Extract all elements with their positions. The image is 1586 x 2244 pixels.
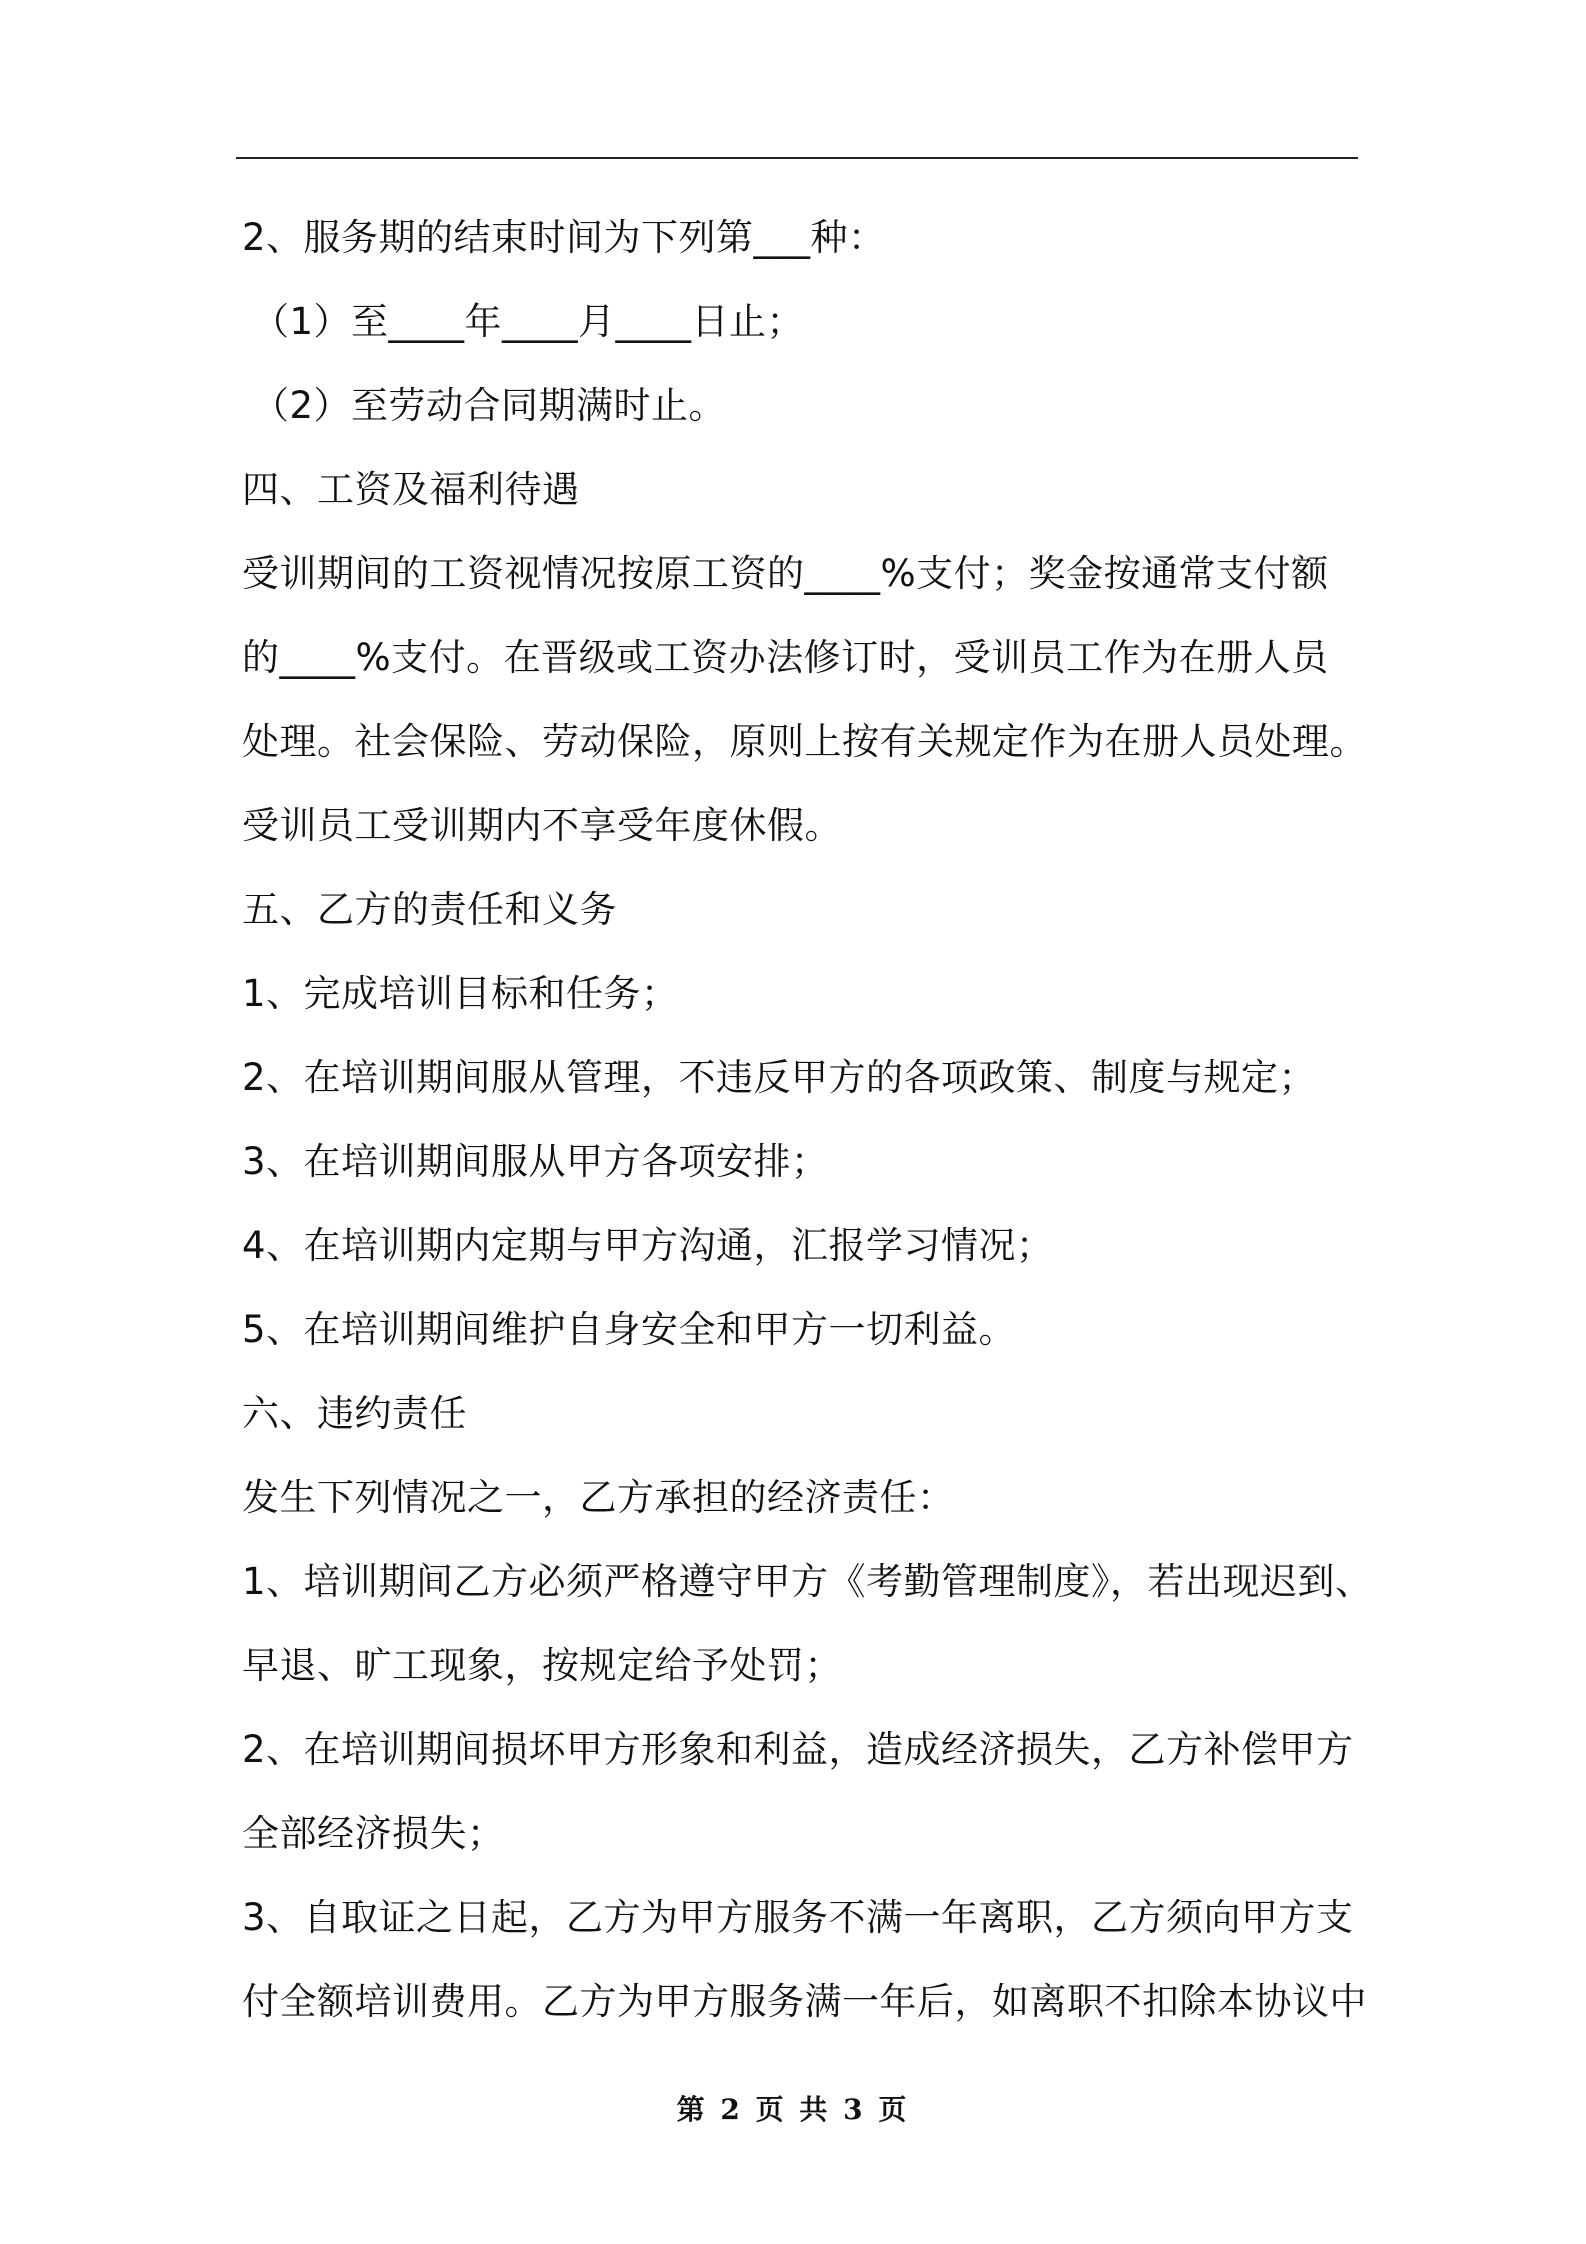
header-rule [236, 157, 1358, 159]
text-line: （2）至劳动合同期满时止。 [252, 384, 727, 427]
text-line: 全部经济损失； [242, 1812, 505, 1855]
text-line: 2、在培训期间服从管理，不违反甲方的各项政策、制度与规定； [242, 1056, 1317, 1099]
text-line: 的____%支付。在晋级或工资办法修订时，受训员工作为在册人员 [242, 636, 1329, 679]
document-body [242, 196, 1373, 2044]
page-number-footer: 第 2 页 共 3 页 [676, 2093, 910, 2126]
text-line: 受训期间的工资视情况按原工资的____%支付；奖金按通常支付额 [242, 552, 1329, 595]
text-line: 5、在培训期间维护自身安全和甲方一切利益。 [242, 1308, 1017, 1351]
text-line: 3、在培训期间服从甲方各项安排； [242, 1140, 829, 1183]
text-line: 处理。社会保险、劳动保险，原则上按有关规定作为在册人员处理。 [242, 720, 1367, 763]
text-line: 受训员工受训期内不享受年度休假。 [242, 804, 842, 847]
text-line: 发生下列情况之一，乙方承担的经济责任： [242, 1476, 955, 1519]
text-line: 2、服务期的结束时间为下列第___种： [242, 216, 886, 259]
section-heading: 四、工资及福利待遇 [242, 468, 580, 511]
text-line: 2、在培训期间损坏甲方形象和利益，造成经济损失，乙方补偿甲方 [242, 1728, 1354, 1771]
section-heading: 六、违约责任 [242, 1392, 467, 1435]
text-line: 1、培训期间乙方必须严格遵守甲方《考勤管理制度》，若出现迟到、 [242, 1560, 1373, 1603]
text-line: 3、自取证之日起，乙方为甲方服务不满一年离职，乙方须向甲方支 [242, 1896, 1354, 1939]
section-heading: 五、乙方的责任和义务 [242, 888, 617, 931]
text-line: 4、在培训期内定期与甲方沟通，汇报学习情况； [242, 1224, 1054, 1267]
text-line: （1）至____年____月____日止； [252, 300, 805, 343]
text-line: 付全额培训费用。乙方为甲方服务满一年后，如离职不扣除本协议中 [242, 1980, 1367, 2023]
text-line: 早退、旷工现象，按规定给予处罚； [242, 1644, 842, 1687]
text-line: 1、完成培训目标和任务； [242, 972, 679, 1015]
